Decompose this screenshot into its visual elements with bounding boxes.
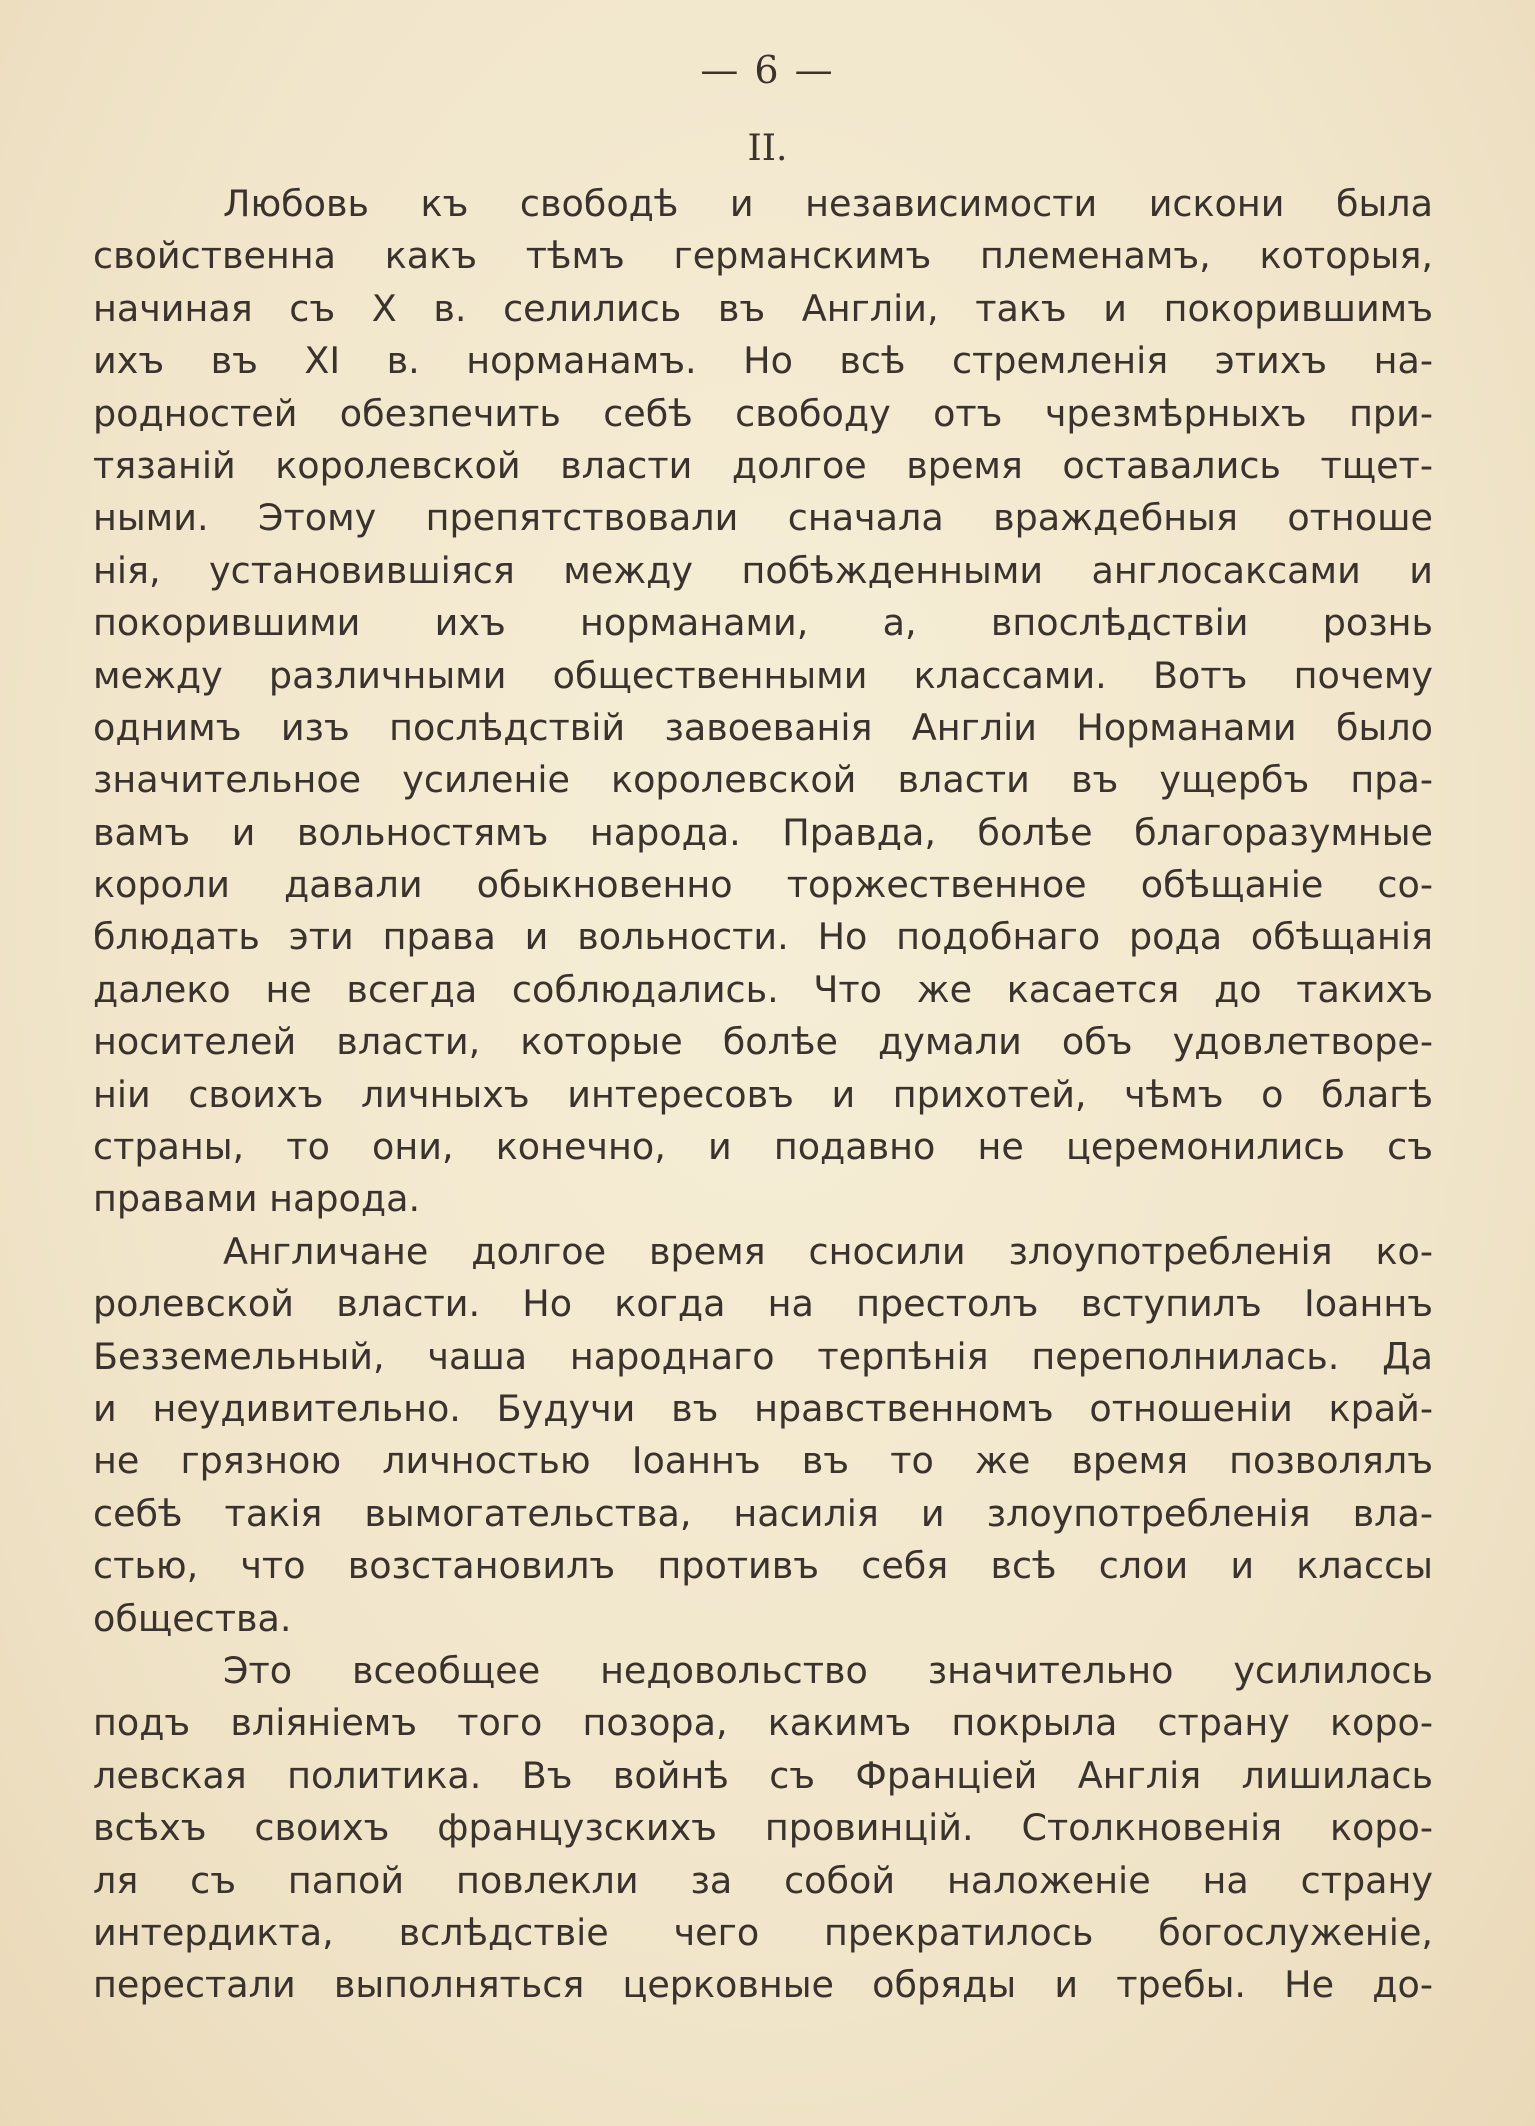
text-line: далеко не всегда соблюдались. Что же касается до такихъ	[93, 967, 1433, 1011]
text-line: значительное усиленіе королевской власти въ ущербъ пра-	[93, 758, 1433, 802]
section-heading: II.	[747, 128, 788, 169]
text-line: и неудивительно. Будучи въ нравственномъ отношеніи край-	[93, 1386, 1433, 1430]
text-line: не грязною личностью Іоаннъ въ то же время позволялъ	[93, 1439, 1433, 1483]
text-line: Безземельный, чаша народнаго терпѣнія переполнилась. Да	[93, 1334, 1433, 1378]
text-line: себѣ такія вымогательства, насилія и злоупотребленія вла-	[93, 1491, 1433, 1535]
text-line: между различными общественными классами. Вотъ почему	[93, 653, 1433, 697]
text-line: однимъ изъ послѣдствій завоеванія Англіи Норманами было	[93, 705, 1433, 749]
text-line: начиная съ X в. селились въ Англіи, такъ и покорившимъ	[93, 286, 1433, 330]
page-number: — 6 —	[700, 48, 835, 92]
body-text	[93, 178, 1433, 2012]
text-line: стью, что возстановилъ противъ себя всѣ слои и классы	[93, 1544, 1433, 1588]
text-line: ролевской власти. Но когда на престолъ вступилъ Іоаннъ	[93, 1282, 1433, 1326]
text-line: ля съ папой повлекли за собой наложеніе на страну	[93, 1858, 1433, 1902]
text-line: Англичане долгое время сносили злоупотребленія ко-	[223, 1229, 1433, 1273]
text-line: блюдать эти права и вольности. Но подобнаго рода обѣщанія	[93, 915, 1433, 959]
text-line: носителей власти, которые болѣе думали объ удовлетворе-	[93, 1020, 1433, 1064]
text-line: Любовь къ свободѣ и независимости искони была	[223, 182, 1433, 225]
text-line: левская политика. Въ войнѣ съ Франціей Англія лишилась	[93, 1753, 1433, 1797]
text-line: перестали выполняться церковные обряды и требы. Не до-	[93, 1963, 1433, 2007]
text-line: тязаній королевской власти долгое время оставались тщет-	[93, 443, 1433, 487]
text-line: Это всеобщее недовольство значительно усилилось	[223, 1648, 1433, 1692]
text-line: покорившими ихъ норманами, а, впослѣдствіи рознь	[93, 601, 1433, 645]
text-line: подъ вліяніемъ того позора, какимъ покрыла страну коро-	[93, 1701, 1433, 1745]
text-line: интердикта, вслѣдствіе чего прекратилось богослуженіе,	[93, 1910, 1433, 1954]
text-line: нія, установившіяся между побѣжденными англосаксами и	[93, 548, 1433, 592]
text-line: ихъ въ XI в. норманамъ. Но всѣ стремленія этихъ на-	[93, 339, 1433, 383]
text-line: общества.	[93, 1596, 292, 1640]
text-line: всѣхъ своихъ французскихъ провинцій. Столкновенія коро-	[93, 1806, 1433, 1850]
text-line: вамъ и вольностямъ народа. Правда, болѣе благоразумные	[93, 810, 1433, 854]
text-line: правами народа.	[93, 1177, 421, 1221]
text-line: короли давали обыкновенно торжественное обѣщаніе со-	[93, 863, 1433, 907]
text-line: страны, то они, конечно, и подавно не церемонились съ	[93, 1125, 1433, 1169]
text-line: ніи своихъ личныхъ интересовъ и прихотей, чѣмъ о благѣ	[93, 1072, 1433, 1116]
text-line: ными. Этому препятствовали сначала враждебныя отноше	[93, 496, 1433, 540]
text-line: свойственна какъ тѣмъ германскимъ племенамъ, которыя,	[93, 234, 1433, 278]
text-line: родностей обезпечить себѣ свободу отъ чрезмѣрныхъ при-	[93, 391, 1433, 435]
